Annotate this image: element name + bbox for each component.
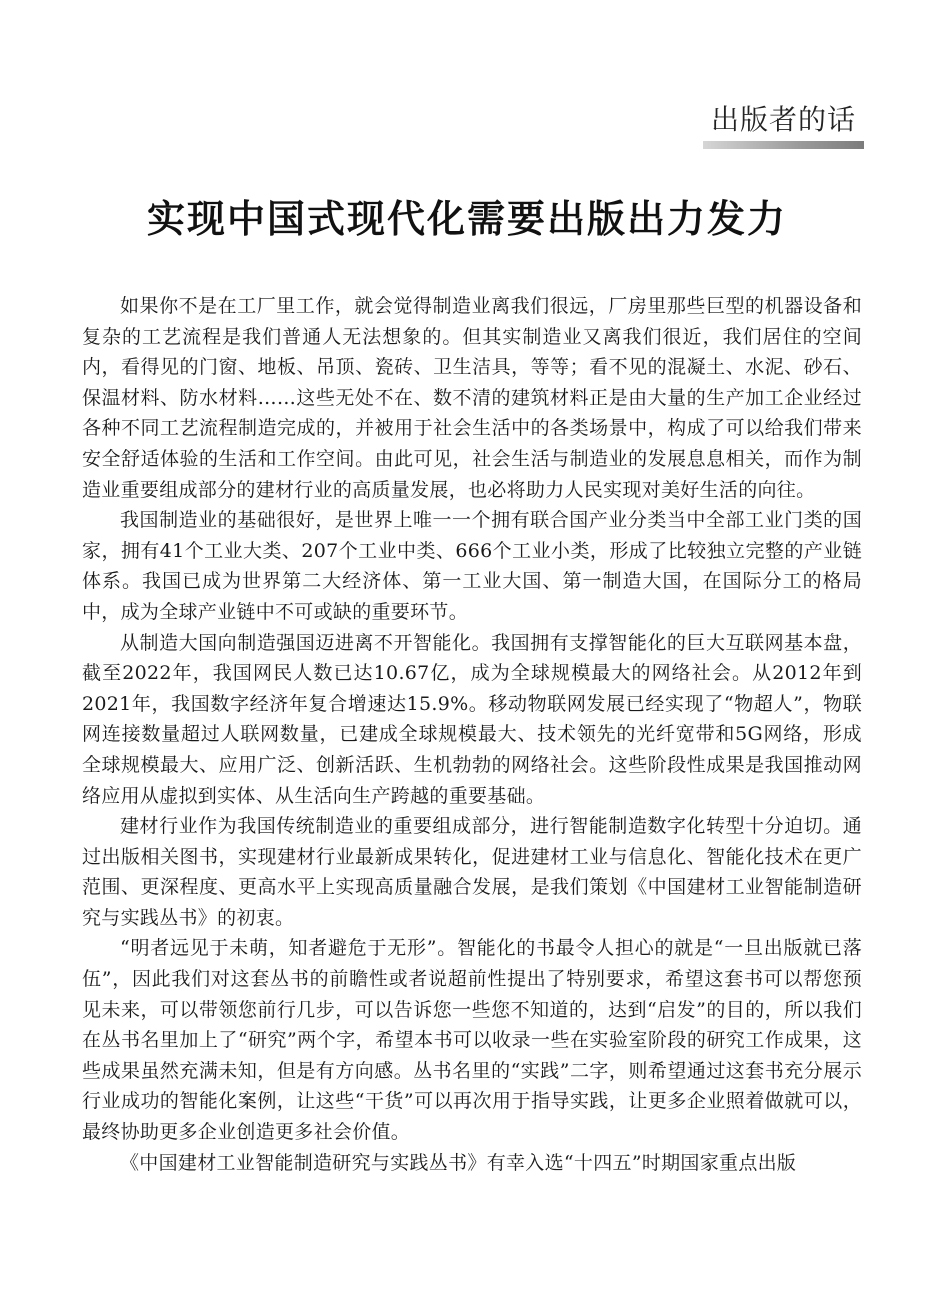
paragraph-1: 如果你不是在工厂里工作，就会觉得制造业离我们很远，厂房里那些巨型的机器设备和复杂的工艺流程是我们普通人无法想象的。但其实制造业又离我们很近，我们居住的空间内，看得见的门窗、地板、吊顶、瓷砖、卫生洁具，等等；看不见的混凝土、水泥、砂石、保温材料、防水材料……这些无处不在、数不清的建筑材料正是由大量的生产加工企业经过各种不同工艺流程制造完成的，并被用于社会生活中的各类场景中，构成了可以给我们带来安全舒适体验的生活和工作空间。由此可见，社会生活与制造业的发展息息相关，而作为制造业重要组成部分的建材行业的高质量发展，也必将助力人民实现对美好生活的向往。 [82,295,862,501]
section-label: 出版者的话 [710,103,856,136]
section-rule [703,141,864,149]
paragraph-6: 《中国建材工业智能制造研究与实践丛书》有幸入选“十四五”时期国家重点出版 [120,1151,797,1174]
article-body [82,291,862,1178]
article-title: 实现中国式现代化需要出版出力发力 [146,197,787,241]
paragraph-2: 我国制造业的基础很好，是世界上唯一一个拥有联合国产业分类当中全部工业门类的国家，拥有41个工业大类、207个工业中类、666个工业小类，形成了比较独立完整的产业链体系。我国已成为世界第二大经济体、第一工业大国、第一制造大国，在国际分工的格局中，成为全球产业链中不可或缺的重要环节。 [82,509,862,623]
paragraph-4: 建材行业作为我国传统制造业的重要组成部分，进行智能制造数字化转型十分迫切。通过出版相关图书，实现建材行业最新成果转化，促进建材工业与信息化、智能化技术在更广范围、更深程度、更高水平上实现高质量融合发展，是我们策划《中国建材工业智能制造研究与实践丛书》的初衷。 [82,815,862,929]
paragraph-5: “明者远见于未萌，知者避危于无形”。智能化的书最令人担心的就是“一旦出版就已落伍”，因此我们对这套丛书的前瞻性或者说超前性提出了特别要求，希望这套书可以帮您预见未来，可以带领您前行几步，可以告诉您一些您不知道的，达到“启发”的目的，所以我们在丛书名里加上了“研究”两个字，希望本书可以收录一些在实验室阶段的研究工作成果，这些成果虽然充满未知，但是有方向感。丛书名里的“实践”二字，则希望通过这套书充分展示行业成功的智能化案例，让这些“干货”可以再次用于指导实践，让更多企业照着做就可以，最终协助更多企业创造更多社会价值。 [82,937,862,1144]
paragraph-3: 从制造大国向制造强国迈进离不开智能化。我国拥有支撑智能化的巨大互联网基本盘，截至2022年，我国网民人数已达10.67亿，成为全球规模最大的网络社会。从2012年到2021年，我国数字经济年复合增速达15.9%。移动物联网发展已经实现了“物超人”，物联网连接数量超过人联网数量，已建成全球规模最大、技术领先的光纤宽带和5G网络，形成全球规模最大、应用广泛、创新活跃、生机勃勃的网络社会。这些阶段性成果是我国推动网络应用从虚拟到实体、从生活向生产跨越的重要基础。 [82,631,862,807]
